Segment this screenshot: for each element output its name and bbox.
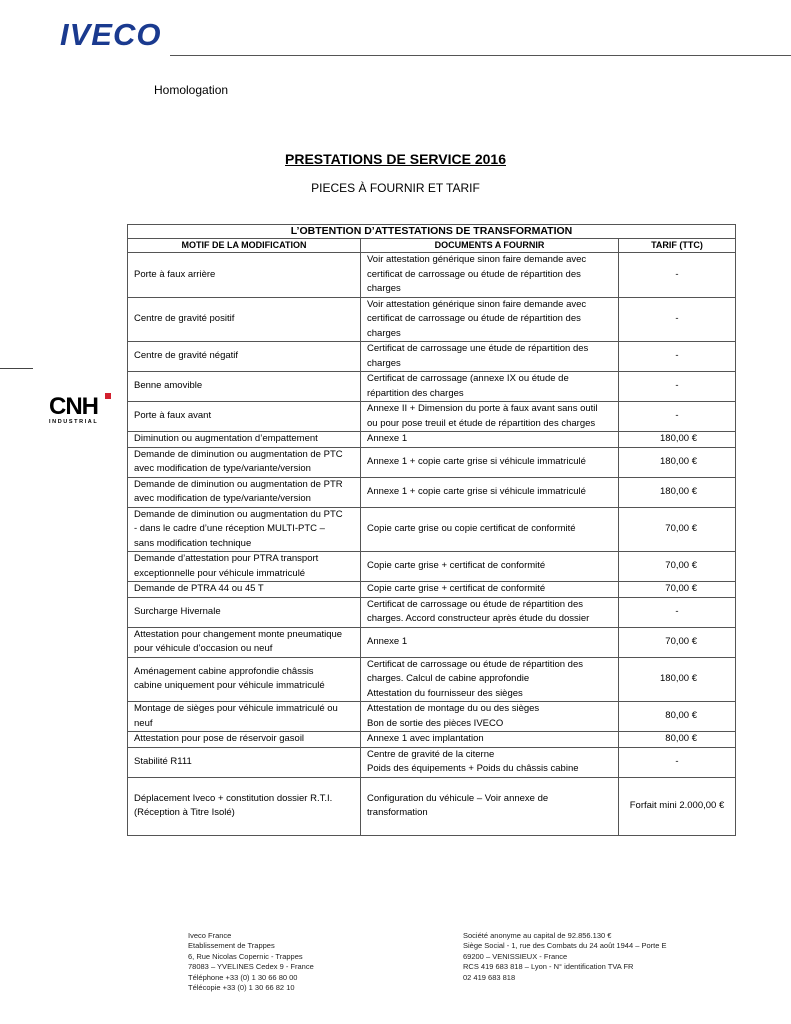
cell-line: Annexe 1 + copie carte grise si véhicule immatriculé — [367, 485, 586, 497]
cell-line: charges — [367, 357, 401, 369]
table-row — [128, 402, 736, 432]
header-divider — [170, 55, 791, 56]
table-row — [128, 342, 736, 372]
footer-line: 78083 – YVELINES Cedex 9 - France — [188, 962, 314, 972]
cell-line: Stabilité R111 — [134, 755, 192, 767]
table-row — [128, 447, 736, 477]
documents-cell — [361, 432, 619, 448]
cell-line: Demande de PTRA 44 ou 45 T — [134, 583, 264, 594]
motif-cell — [128, 597, 361, 627]
motif-cell — [128, 372, 361, 402]
motif-cell — [128, 297, 361, 342]
cell-line: Annexe 1 — [367, 433, 408, 444]
cell-line: Porte à faux avant — [134, 410, 212, 422]
cell-line: Centre de gravité négatif — [134, 350, 239, 362]
cell-line: Porte à faux arrière — [134, 268, 216, 280]
footer-line: Télécopie +33 (0) 1 30 66 82 10 — [188, 983, 295, 993]
cell-line: Surcharge Hivernale — [134, 605, 221, 617]
motif-cell — [128, 342, 361, 372]
tarif-cell: 70,00 € — [619, 507, 736, 552]
cell-line: exceptionnelle pour véhicule immatriculé — [134, 567, 306, 579]
cell-line: Certificat de carrossage ou étude de répartition des — [367, 598, 583, 610]
cell-line: Attestation du fournisseur des sièges — [367, 687, 523, 699]
footer-line: RCS 419 683 818 – Lyon - N° identification TVA FR — [463, 962, 634, 972]
column-header-tarif: TARIF (TTC) — [619, 239, 736, 253]
motif-cell — [128, 627, 361, 657]
cell-line: Certificat de carrossage ou étude de répartition des — [367, 658, 583, 670]
cnh-industrial-logo — [49, 393, 111, 425]
motif-cell — [128, 507, 361, 552]
cell-line: certificat de carrossage ou étude de répartition des — [367, 268, 581, 280]
cell-line: charges. Calcul de cabine approfondie — [367, 673, 530, 684]
documents-cell — [361, 747, 619, 777]
cell-line: Diminution ou augmentation d’empattement — [134, 433, 318, 444]
cell-line: charges. Accord constructeur après étude du dossier — [367, 613, 590, 624]
motif-cell — [128, 447, 361, 477]
cell-line: Centre de gravité positif — [134, 313, 235, 324]
table-row — [128, 372, 736, 402]
cell-line: Demande de diminution ou augmentation de PTC — [134, 448, 343, 460]
cell-line: Copie carte grise ou copie certificat de conformité — [367, 523, 576, 534]
documents-cell — [361, 552, 619, 582]
documents-cell — [361, 507, 619, 552]
cell-line: répartition des charges — [367, 387, 464, 399]
documents-cell — [361, 372, 619, 402]
cell-line: cabine uniquement pour véhicule immatriculé — [134, 680, 325, 692]
cell-line: Voir attestation générique sinon faire demande avec — [367, 298, 587, 310]
tarif-cell: - — [619, 372, 736, 402]
cell-line: Attestation pour changement monte pneumatique — [134, 628, 343, 640]
cell-line: Configuration du véhicule – Voir annexe de — [367, 792, 549, 804]
tarif-cell: 70,00 € — [619, 552, 736, 582]
cell-line: Copie carte grise + certificat de conformité — [367, 583, 546, 594]
cell-line: Poids des équipements + Poids du châssis cabine — [367, 763, 579, 774]
cell-line: Attestation de montage du ou des sièges — [367, 703, 540, 714]
tarif-cell: - — [619, 747, 736, 777]
documents-cell — [361, 777, 619, 835]
footer-line: 6, Rue Nicolas Copernic - Trappes — [188, 951, 303, 961]
cell-line: charges — [367, 327, 401, 339]
footer-legal-info — [463, 931, 666, 983]
motif-cell — [128, 732, 361, 748]
tarif-cell: 80,00 € — [619, 732, 736, 748]
table-row — [128, 702, 736, 732]
cell-line: ou pour pose treuil et étude de répartition des charges — [367, 417, 596, 429]
table-row — [128, 432, 736, 448]
tarif-cell: 180,00 € — [619, 432, 736, 448]
page-title: PRESTATIONS DE SERVICE 2016 — [285, 151, 506, 167]
tarif-cell: 70,00 € — [619, 627, 736, 657]
cell-line: transformation — [367, 807, 428, 818]
cell-line: Certificat de carrossage une étude de répartition des — [367, 343, 589, 354]
motif-cell — [128, 657, 361, 702]
table-row — [128, 552, 736, 582]
table-row — [128, 253, 736, 298]
table-row — [128, 507, 736, 552]
cell-line: Annexe 1 — [367, 635, 408, 647]
footer-line: Etablissement de Trappes — [188, 941, 275, 951]
table-heading: L’OBTENTION D’ATTESTATIONS DE TRANSFORMATION — [128, 225, 736, 239]
tarif-cell: 180,00 € — [619, 657, 736, 702]
motif-cell — [128, 552, 361, 582]
page-subtitle: PIECES À FOURNIR ET TARIF — [311, 181, 480, 195]
motif-cell — [128, 747, 361, 777]
table-row — [128, 777, 736, 835]
column-header-documents: DOCUMENTS A FOURNIR — [361, 239, 619, 253]
cell-line: Copie carte grise + certificat de conformité — [367, 560, 546, 572]
cell-line: Annexe II + Dimension du porte à faux avant sans outil — [367, 403, 598, 414]
table-row — [128, 597, 736, 627]
cell-line: Montage de sièges pour véhicule immatriculé ou — [134, 703, 338, 714]
tariff-table — [127, 224, 736, 836]
tarif-cell: Forfait mini 2.000,00 € — [619, 777, 736, 835]
cell-line: avec modification de type/variante/version — [134, 463, 311, 474]
cell-line: Demande de diminution ou augmentation de PTR — [134, 478, 343, 490]
footer-line: Siège Social - 1, rue des Combats du 24 août 1944 – Porte E — [463, 941, 667, 951]
motif-cell — [128, 253, 361, 298]
cell-line: - dans le cadre d’une réception MULTI-PTC – — [134, 523, 325, 534]
footer-line: 69200 – VENISSIEUX - France — [463, 951, 568, 961]
tarif-cell: - — [619, 402, 736, 432]
table-row — [128, 657, 736, 702]
documents-cell — [361, 582, 619, 598]
cell-line: charges — [367, 283, 401, 294]
motif-cell — [128, 582, 361, 598]
cell-line: Demande de diminution ou augmentation du PTC — [134, 508, 343, 520]
cnh-red-square — [105, 393, 111, 399]
footer-line: Iveco France — [188, 931, 232, 940]
documents-cell — [361, 627, 619, 657]
documents-cell — [361, 342, 619, 372]
cell-line: Voir attestation générique sinon faire demande avec — [367, 254, 587, 265]
table-row — [128, 582, 736, 598]
cell-line: Aménagement cabine approfondie châssis — [134, 665, 314, 677]
documents-cell — [361, 477, 619, 507]
cell-line: Certificat de carrossage (annexe IX ou étude de — [367, 373, 569, 384]
iveco-logo: IVECO — [60, 17, 162, 52]
table-row — [128, 297, 736, 342]
tarif-cell: 180,00 € — [619, 477, 736, 507]
motif-cell — [128, 477, 361, 507]
table-row — [128, 747, 736, 777]
tarif-cell: 70,00 € — [619, 582, 736, 598]
cell-line: Annexe 1 avec implantation — [367, 733, 484, 744]
cell-line: pour véhicule d’occasion ou neuf — [134, 643, 273, 654]
cell-line: Centre de gravité de la citerne — [367, 748, 495, 760]
documents-cell — [361, 597, 619, 627]
cell-line: neuf — [134, 717, 153, 729]
motif-cell — [128, 702, 361, 732]
tarif-cell: - — [619, 597, 736, 627]
table-row — [128, 627, 736, 657]
cnh-logo-sub: INDUSTRIAL — [49, 419, 99, 425]
tarif-cell: 180,00 € — [619, 447, 736, 477]
documents-cell — [361, 657, 619, 702]
margin-rule — [0, 368, 33, 369]
cell-line: Annexe 1 + copie carte grise si véhicule immatriculé — [367, 455, 586, 467]
tarif-cell: - — [619, 253, 736, 298]
documents-cell — [361, 732, 619, 748]
cell-line: Demande d’attestation pour PTRA transport — [134, 553, 319, 564]
document-subject: Homologation — [154, 83, 229, 97]
table-row — [128, 732, 736, 748]
cell-line: Benne amovible — [134, 380, 203, 392]
documents-cell — [361, 702, 619, 732]
tarif-cell: - — [619, 342, 736, 372]
cell-line: Attestation pour pose de réservoir gasoil — [134, 733, 305, 744]
footer-company-address — [188, 931, 314, 993]
cnh-logo-mark: CNH — [49, 393, 98, 420]
tarif-cell: - — [619, 297, 736, 342]
cell-line: sans modification technique — [134, 537, 252, 549]
motif-cell — [128, 402, 361, 432]
documents-cell — [361, 297, 619, 342]
cell-line: (Réception à Titre Isolé) — [134, 807, 235, 818]
documents-cell — [361, 402, 619, 432]
footer-line: Société anonyme au capital de 92.856.130 € — [463, 931, 612, 940]
cell-line: certificat de carrossage ou étude de répartition des — [367, 313, 581, 324]
footer-line: Téléphone +33 (0) 1 30 66 80 00 — [188, 972, 298, 982]
motif-cell — [128, 777, 361, 835]
cell-line: Déplacement Iveco + constitution dossier R.T.I. — [134, 792, 333, 804]
tarif-cell: 80,00 € — [619, 702, 736, 732]
motif-cell — [128, 432, 361, 448]
cell-line: Bon de sortie des pièces IVECO — [367, 717, 504, 729]
documents-cell — [361, 447, 619, 477]
table-row — [128, 477, 736, 507]
cell-line: avec modification de type/variante/version — [134, 493, 311, 504]
documents-cell — [361, 253, 619, 298]
column-header-motif: MOTIF DE LA MODIFICATION — [128, 239, 361, 253]
footer-line: 02 419 683 818 — [463, 972, 516, 982]
